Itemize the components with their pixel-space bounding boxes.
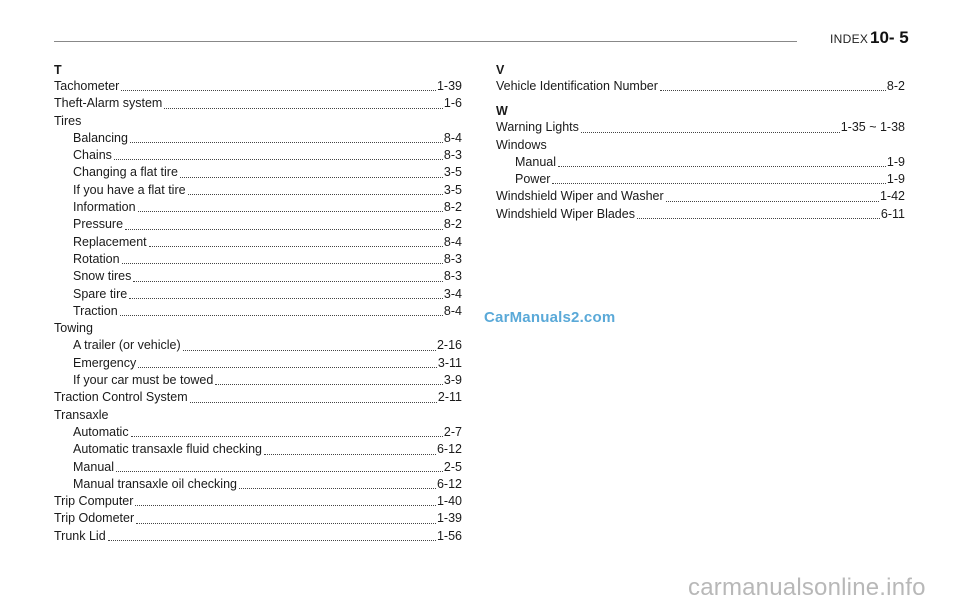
header-rule: [54, 41, 797, 42]
dot-leader: [239, 487, 436, 489]
index-entry-page: 1-42: [879, 189, 905, 204]
dot-leader: [581, 131, 840, 133]
index-entry-page: 3-11: [437, 355, 462, 370]
index-entry-page: 6-12: [436, 442, 462, 457]
index-entry-label: Spare tire: [73, 286, 128, 301]
index-entry-label: Chains: [73, 148, 112, 163]
index-entry-if-you-have-a-flat-tire[interactable]: [54, 182, 462, 199]
index-entry-page: 1-39: [436, 79, 462, 93]
dot-leader: [138, 210, 443, 212]
index-entry-page: 8-2: [886, 79, 905, 93]
index-entry-page: 8-2: [443, 217, 462, 232]
index-entry-label: Vehicle Identification Number: [496, 79, 658, 93]
index-entry-label: Changing a flat tire: [73, 165, 178, 180]
index-entry-page: 1-9: [886, 154, 905, 169]
index-entry-label: Windshield Wiper Blades: [496, 206, 635, 221]
index-entry-power[interactable]: [496, 171, 905, 188]
index-entry-label: Traction Control System: [54, 390, 188, 405]
dot-leader: [215, 383, 443, 385]
index-heading-transaxle: Transaxle: [54, 407, 109, 422]
index-entry-page: 6-12: [436, 476, 462, 491]
index-entry-page: 8-4: [443, 303, 462, 318]
dot-leader: [183, 349, 436, 351]
index-heading-windows: Windows: [496, 137, 547, 152]
index-column-left: [54, 62, 462, 545]
index-entry-label: If your car must be towed: [73, 373, 214, 388]
page-number: 10- 5: [870, 28, 909, 47]
index-entry-vehicle-identification-number[interactable]: [496, 78, 905, 95]
index-entry-spare-tire[interactable]: [54, 286, 462, 303]
index-entry-page: 8-3: [443, 251, 462, 266]
index-entry-manual-transaxle-oil-checking[interactable]: [54, 476, 462, 493]
index-entry-label: Windshield Wiper and Washer: [496, 189, 664, 204]
index-entry-label: Pressure: [73, 217, 124, 232]
index-entry-balancing[interactable]: [54, 130, 462, 147]
index-entry-trip-computer[interactable]: [54, 493, 462, 510]
index-entry-label: Warning Lights: [496, 120, 579, 135]
dot-leader: [558, 165, 886, 167]
index-entry-label: Traction: [73, 303, 118, 318]
index-entry-label: Information: [73, 200, 136, 215]
index-entry-windshield-wiper-blades[interactable]: [496, 206, 905, 223]
dot-leader: [131, 435, 443, 437]
section-letter-w: W: [496, 104, 508, 119]
index-entry-label: Replacement: [73, 234, 147, 249]
carmanuals-watermark-link[interactable]: CarManuals2.com: [484, 309, 616, 326]
index-entry-label: Power: [515, 172, 551, 187]
index-entry-page: 6-11: [880, 206, 905, 221]
index-entry-manual[interactable]: [54, 459, 462, 476]
index-entry-trunk-lid[interactable]: [54, 528, 462, 545]
dot-leader: [130, 141, 443, 143]
dot-leader: [264, 453, 436, 455]
index-entry-label: Manual: [515, 154, 556, 169]
index-entry-label: Trip Computer: [54, 494, 134, 509]
index-entry-manual[interactable]: [496, 154, 905, 171]
index-entry-page: 3-4: [443, 286, 462, 301]
dot-leader: [180, 176, 443, 178]
dot-leader: [133, 280, 443, 282]
index-entry-page: 3-5: [443, 165, 462, 180]
index-entry-label: A trailer (or vehicle): [73, 338, 181, 353]
index-heading-tires: Tires: [54, 113, 82, 128]
footer-watermark: carmanualsonline.info: [688, 574, 926, 601]
dot-leader: [120, 314, 443, 316]
dot-leader: [637, 217, 880, 219]
index-entry-page: 8-4: [443, 234, 462, 249]
index-entry-page: 2-5: [443, 459, 462, 474]
dot-leader: [122, 262, 443, 264]
index-column-right: [496, 62, 905, 223]
index-entry-label: Trunk Lid: [54, 528, 106, 543]
index-entry-label: Snow tires: [73, 269, 132, 284]
dot-leader: [114, 158, 443, 160]
index-entry-trip-odometer[interactable]: [54, 510, 462, 527]
dot-leader: [552, 182, 885, 184]
index-entry-label: Manual: [73, 459, 114, 474]
index-entry-page: 1-6: [443, 96, 462, 111]
index-entry-information[interactable]: [54, 199, 462, 216]
index-entry-page: 8-2: [443, 200, 462, 215]
index-entry-label: Manual transaxle oil checking: [73, 476, 237, 491]
index-entry-theft-alarm-system[interactable]: [54, 95, 462, 112]
index-entry-page: 2-16: [436, 338, 462, 353]
dot-leader: [666, 200, 879, 202]
index-entry-snow-tires[interactable]: [54, 268, 462, 285]
dot-leader: [108, 539, 436, 541]
index-entry-tachometer[interactable]: [54, 78, 462, 95]
index-entry-replacement[interactable]: [54, 234, 462, 251]
index-entry-page: 1-9: [886, 172, 905, 187]
dot-leader: [149, 245, 443, 247]
index-entry-chains[interactable]: [54, 147, 462, 164]
index-entry-page: 3-9: [443, 373, 462, 388]
dot-leader: [138, 366, 437, 368]
index-entry-label: Automatic transaxle fluid checking: [73, 442, 262, 457]
dot-leader: [129, 297, 443, 299]
index-entry-changing-a-flat-tire[interactable]: [54, 164, 462, 181]
index-entry-label: Rotation: [73, 251, 120, 266]
section-letter-t: T: [54, 63, 62, 77]
index-heading-towing: Towing: [54, 321, 93, 336]
index-entry-windshield-wiper-and-washer[interactable]: [496, 188, 905, 205]
dot-leader: [660, 89, 886, 91]
index-entry-page: 1-39: [436, 511, 462, 526]
index-entry-page: 3-5: [443, 182, 462, 197]
index-entry-if-your-car-must-be-towed[interactable]: [54, 372, 462, 389]
index-entry-automatic[interactable]: [54, 424, 462, 441]
index-entry-page: 1-35 ~ 1-38: [840, 120, 905, 135]
header-index-label: INDEX: [830, 32, 869, 46]
index-entry-label: Trip Odometer: [54, 511, 135, 526]
index-entry-label: Balancing: [73, 130, 128, 145]
dot-leader: [135, 504, 436, 506]
dot-leader: [164, 107, 443, 109]
section-letter-v: V: [496, 63, 505, 77]
index-entry-rotation[interactable]: [54, 251, 462, 268]
index-entry-page: 1-40: [436, 494, 462, 509]
dot-leader: [190, 401, 437, 403]
index-entry-page: 8-3: [443, 269, 462, 284]
dot-leader: [116, 470, 443, 472]
index-entry-label: If you have a flat tire: [73, 182, 186, 197]
index-entry-page: 2-11: [437, 390, 462, 405]
dot-leader: [136, 522, 436, 524]
section-gap: [496, 95, 905, 103]
dot-leader: [188, 193, 443, 195]
index-entry-label: Theft-Alarm system: [54, 96, 163, 111]
index-entry-warning-lights[interactable]: [496, 119, 905, 136]
dot-leader: [121, 89, 436, 91]
index-entry-label: Tachometer: [54, 79, 120, 93]
index-entry-traction-control-system[interactable]: [54, 389, 462, 406]
index-entry-automatic-transaxle-fluid-checking[interactable]: [54, 441, 462, 458]
index-entry-page: 2-7: [443, 424, 462, 439]
index-entry-label: Automatic: [73, 424, 129, 439]
index-entry-label: Emergency: [73, 355, 137, 370]
index-entry-traction[interactable]: [54, 303, 462, 320]
dot-leader: [125, 228, 443, 230]
index-entry-emergency[interactable]: [54, 355, 462, 372]
index-entry-page: 8-3: [443, 148, 462, 163]
index-entry-page: 1-56: [436, 528, 462, 543]
index-entry-a-trailer-or-vehicle[interactable]: [54, 337, 462, 354]
index-entry-pressure[interactable]: [54, 216, 462, 233]
index-entry-page: 8-4: [443, 130, 462, 145]
